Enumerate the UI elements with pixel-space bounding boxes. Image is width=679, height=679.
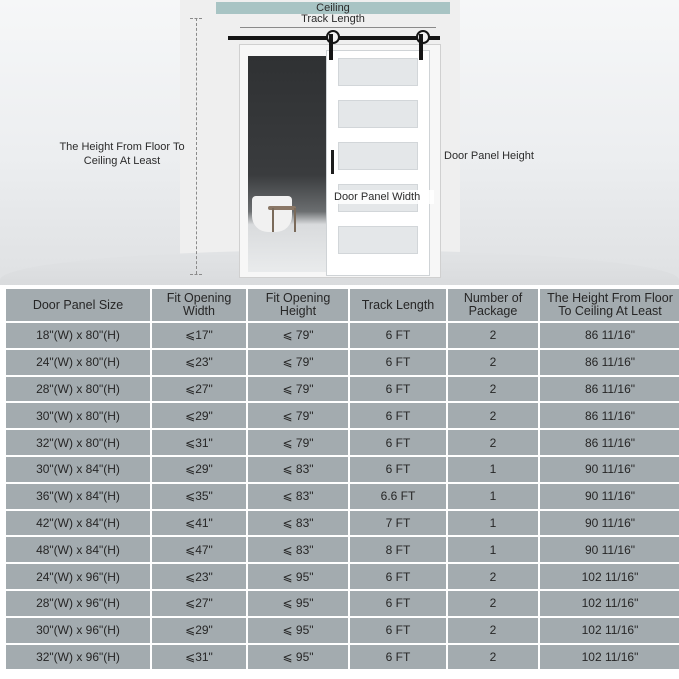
cell-track-length: 6 FT (350, 564, 446, 589)
cell-floor-to-ceiling-height: 86 11/16" (540, 323, 679, 348)
header-track-length: Track Length (350, 289, 446, 321)
cell-track-length: 6.6 FT (350, 484, 446, 509)
glass-pane (338, 100, 418, 128)
cell-number-of-package: 1 (448, 457, 538, 482)
cell-fit-opening-width: ⩽27" (152, 591, 246, 616)
cell-fit-opening-width: ⩽17" (152, 323, 246, 348)
cell-floor-to-ceiling-height: 86 11/16" (540, 403, 679, 428)
cell-number-of-package: 2 (448, 618, 538, 643)
cell-floor-to-ceiling-height: 102 11/16" (540, 591, 679, 616)
dimension-tick (190, 18, 202, 19)
header-door-panel-size: Door Panel Size (6, 289, 150, 321)
cell-track-length: 6 FT (350, 591, 446, 616)
cell-fit-opening-height: ⩽ 95" (248, 591, 348, 616)
cell-fit-opening-height: ⩽ 83" (248, 537, 348, 562)
cell-track-length: 6 FT (350, 645, 446, 670)
table-row (6, 323, 674, 350)
cell-floor-to-ceiling-height: 90 11/16" (540, 457, 679, 482)
cell-fit-opening-width: ⩽27" (152, 377, 246, 402)
table-row (6, 377, 674, 404)
barn-door-illustration (0, 0, 679, 285)
size-spec-table (6, 289, 674, 671)
header-fit-opening-width: Fit Opening Width (152, 289, 246, 321)
door-handle (331, 150, 334, 174)
cell-floor-to-ceiling-height: 90 11/16" (540, 484, 679, 509)
cell-door-panel-size: 30"(W) x 84"(H) (6, 457, 150, 482)
cell-fit-opening-width: ⩽31" (152, 430, 246, 455)
cell-door-panel-size: 28"(W) x 96"(H) (6, 591, 150, 616)
cell-number-of-package: 2 (448, 645, 538, 670)
cell-number-of-package: 2 (448, 323, 538, 348)
table-body (6, 323, 674, 671)
cell-fit-opening-height: ⩽ 83" (248, 457, 348, 482)
cell-fit-opening-height: ⩽ 79" (248, 377, 348, 402)
cell-floor-to-ceiling-height: 102 11/16" (540, 645, 679, 670)
cell-fit-opening-width: ⩽41" (152, 511, 246, 536)
ceiling-label: Ceiling (316, 2, 350, 14)
cell-fit-opening-height: ⩽ 79" (248, 403, 348, 428)
cell-floor-to-ceiling-height: 90 11/16" (540, 511, 679, 536)
cell-door-panel-size: 24"(W) x 96"(H) (6, 564, 150, 589)
cell-door-panel-size: 24"(W) x 80"(H) (6, 350, 150, 375)
cell-number-of-package: 1 (448, 511, 538, 536)
glass-pane (338, 226, 418, 254)
cell-track-length: 6 FT (350, 350, 446, 375)
track-length-label: Track Length (301, 13, 365, 25)
cell-fit-opening-height: ⩽ 95" (248, 564, 348, 589)
table-row (6, 564, 674, 591)
cell-number-of-package: 2 (448, 377, 538, 402)
cell-fit-opening-height: ⩽ 79" (248, 323, 348, 348)
cell-door-panel-size: 30"(W) x 96"(H) (6, 618, 150, 643)
bathroom-view (248, 56, 328, 272)
cell-track-length: 6 FT (350, 323, 446, 348)
table-row (6, 430, 674, 457)
header-fit-opening-height: Fit Opening Height (248, 289, 348, 321)
cell-number-of-package: 2 (448, 591, 538, 616)
table-row (6, 403, 674, 430)
track-length-dimension-line (240, 27, 436, 28)
cell-floor-to-ceiling-height: 86 11/16" (540, 377, 679, 402)
table-row (6, 645, 674, 672)
door-panel-height-label: Door Panel Height (444, 150, 534, 162)
cell-door-panel-size: 32"(W) x 80"(H) (6, 430, 150, 455)
cell-track-length: 8 FT (350, 537, 446, 562)
table-header-row (6, 289, 674, 323)
roller-hanger (419, 34, 423, 60)
cell-fit-opening-height: ⩽ 83" (248, 484, 348, 509)
table-row (6, 591, 674, 618)
cell-fit-opening-width: ⩽29" (152, 618, 246, 643)
cell-floor-to-ceiling-height: 102 11/16" (540, 618, 679, 643)
table-row (6, 537, 674, 564)
cell-fit-opening-width: ⩽23" (152, 350, 246, 375)
cell-track-length: 6 FT (350, 377, 446, 402)
cell-floor-to-ceiling-height: 90 11/16" (540, 537, 679, 562)
table-row (6, 618, 674, 645)
cell-fit-opening-height: ⩽ 95" (248, 618, 348, 643)
cell-track-length: 6 FT (350, 457, 446, 482)
stool-legs (272, 208, 296, 232)
cell-door-panel-size: 28"(W) x 80"(H) (6, 377, 150, 402)
floor-to-ceiling-dimension-line (196, 18, 197, 274)
table-row (6, 457, 674, 484)
cell-fit-opening-width: ⩽23" (152, 564, 246, 589)
cell-track-length: 6 FT (350, 618, 446, 643)
glass-pane (338, 58, 418, 86)
cell-fit-opening-height: ⩽ 95" (248, 645, 348, 670)
glass-pane (338, 142, 418, 170)
cell-door-panel-size: 42"(W) x 84"(H) (6, 511, 150, 536)
cell-number-of-package: 1 (448, 537, 538, 562)
table-row (6, 484, 674, 511)
cell-floor-to-ceiling-height: 86 11/16" (540, 350, 679, 375)
cell-number-of-package: 1 (448, 484, 538, 509)
cell-fit-opening-height: ⩽ 79" (248, 350, 348, 375)
roller-hanger (329, 34, 333, 60)
cell-fit-opening-width: ⩽31" (152, 645, 246, 670)
cell-door-panel-size: 48"(W) x 84"(H) (6, 537, 150, 562)
cell-number-of-package: 2 (448, 564, 538, 589)
dimension-tick (190, 274, 202, 275)
cell-door-panel-size: 30"(W) x 80"(H) (6, 403, 150, 428)
cell-track-length: 7 FT (350, 511, 446, 536)
floor-to-ceiling-label: The Height From Floor To Ceiling At Least (59, 141, 185, 167)
cell-fit-opening-width: ⩽35" (152, 484, 246, 509)
cell-fit-opening-height: ⩽ 83" (248, 511, 348, 536)
header-number-of-package: Number of Package (448, 289, 538, 321)
cell-door-panel-size: 32"(W) x 96"(H) (6, 645, 150, 670)
cell-floor-to-ceiling-height: 102 11/16" (540, 564, 679, 589)
table-row (6, 511, 674, 538)
door-panel-width-label: Door Panel Width (334, 190, 434, 204)
cell-number-of-package: 2 (448, 403, 538, 428)
cell-fit-opening-width: ⩽29" (152, 403, 246, 428)
cell-door-panel-size: 36"(W) x 84"(H) (6, 484, 150, 509)
cell-track-length: 6 FT (350, 430, 446, 455)
cell-door-panel-size: 18"(W) x 80"(H) (6, 323, 150, 348)
cell-floor-to-ceiling-height: 86 11/16" (540, 430, 679, 455)
cell-track-length: 6 FT (350, 403, 446, 428)
table-row (6, 350, 674, 377)
header-floor-to-ceiling-height: The Height From Floor To Ceiling At Least (540, 289, 679, 321)
cell-fit-opening-height: ⩽ 79" (248, 430, 348, 455)
cell-number-of-package: 2 (448, 350, 538, 375)
cell-fit-opening-width: ⩽29" (152, 457, 246, 482)
cell-fit-opening-width: ⩽47" (152, 537, 246, 562)
cell-number-of-package: 2 (448, 430, 538, 455)
